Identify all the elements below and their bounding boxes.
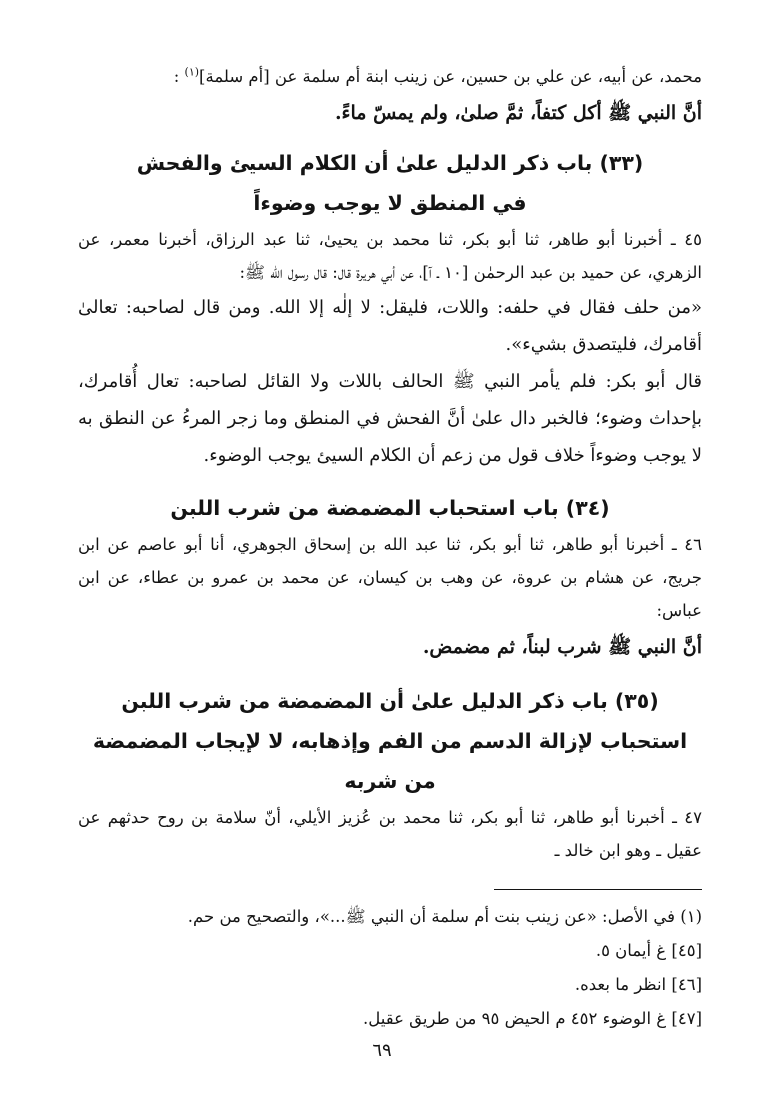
hadith-isnad: ٤٦ ـ أخبرنا أبو طاهر، ثنا أبو بكر، ثنا عبد الله بن إسحاق الجوهري، أنا أبو عاصم عن ابن جريج، عن هشام بن عروة، عن وهب بن كيسان، عن محمد بن عمرو بن عطاء، عن ابن عباس:	[78, 535, 702, 620]
hadith-text: أنَّ النبي ﷺ أكل كتفاً، ثمَّ صلىٰ، ولم يمسّ ماءً.	[334, 102, 702, 124]
page-number: ٦٩	[372, 1040, 392, 1061]
footnote-item: [٤٧] غ الوضوء ٤٥٢ م الحيض ٩٥ من طريق عقيل.	[363, 1009, 702, 1028]
hadith-text: أنَّ النبي ﷺ شرب لبناً، ثم مضمض.	[422, 636, 702, 658]
footnote-item: [٤٦] انظر ما بعده.	[574, 975, 702, 994]
isnad-line	[78, 60, 702, 93]
footnote-divider	[494, 889, 702, 890]
heading-line: استحباب لإزالة الدسم من الفم وإذهابه، لا لإيجاب المضمضة من شربه	[92, 729, 688, 793]
chapter-heading-34	[78, 488, 702, 528]
footnote-item: (١) في الأصل: «عن زينب بنت أم سلمة أن النبي ﷺ...»، والتصحيح من حم.	[187, 907, 702, 926]
isnad-colon: :	[173, 67, 180, 86]
hadith-isnad: ٤٥ ـ أخبرنا أبو طاهر، ثنا أبو بكر، ثنا محمد بن يحيىٰ، ثنا عبد الرزاق، أخبرنا معمر، عن الزهري، عن حميد بن عبد الرحمٰن [١٠ ـ آ]، عن أبي هريرة قال: قال رسول الله ﷺ:	[78, 230, 702, 282]
footnote-marker[interactable]: (١)	[184, 65, 200, 79]
commentary-text: قال أبو بكر: فلم يأمر النبي ﷺ الحالف باللات ولا القائل لصاحبه: تعال أُقامرك، بإحداث وضوء؛ فالخبر دال علىٰ أنَّ الفحش في المنطق وما زجر المرءُ عن النطق به لا يوجب وضوءاً خلاف قول من زعم أن الكلام السيئ يوجب الوضوء.	[78, 371, 702, 466]
chapter-heading-35	[78, 681, 702, 801]
chapter-heading-33	[78, 143, 702, 223]
heading-line: في المنطق لا يوجب وضوءاً	[253, 191, 527, 215]
footnote-item: [٤٥] غ أيمان ٥.	[595, 941, 702, 960]
hadith-text: «من حلف فقال في حلفه: واللات، فليقل: لا إلٰه إلا الله. ومن قال لصاحبه: تعالىٰ أقامرك، فليتصدق بشيء».	[78, 297, 702, 355]
heading-line: (٣٥) باب ذكر الدليل علىٰ أن المضمضة من شرب اللبن	[121, 689, 659, 713]
footnotes	[78, 900, 702, 1036]
heading-line: (٣٤) باب استحباب المضمضة من شرب اللبن	[170, 496, 610, 520]
isnad-text: محمد، عن أبيه، عن علي بن حسين، عن زينب ابنة أم سلمة عن [أم سلمة]	[199, 67, 702, 86]
hadith-isnad: ٤٧ ـ أخبرنا أبو طاهر، ثنا أبو بكر، ثنا محمد بن عُزيز الأيلي، أنّ سلامة بن روح حدثهم عن عقيل ـ وهو ابن خالد ـ	[78, 808, 702, 860]
heading-line: (٣٣) باب ذكر الدليل علىٰ أن الكلام السيئ والفحش	[136, 151, 644, 175]
